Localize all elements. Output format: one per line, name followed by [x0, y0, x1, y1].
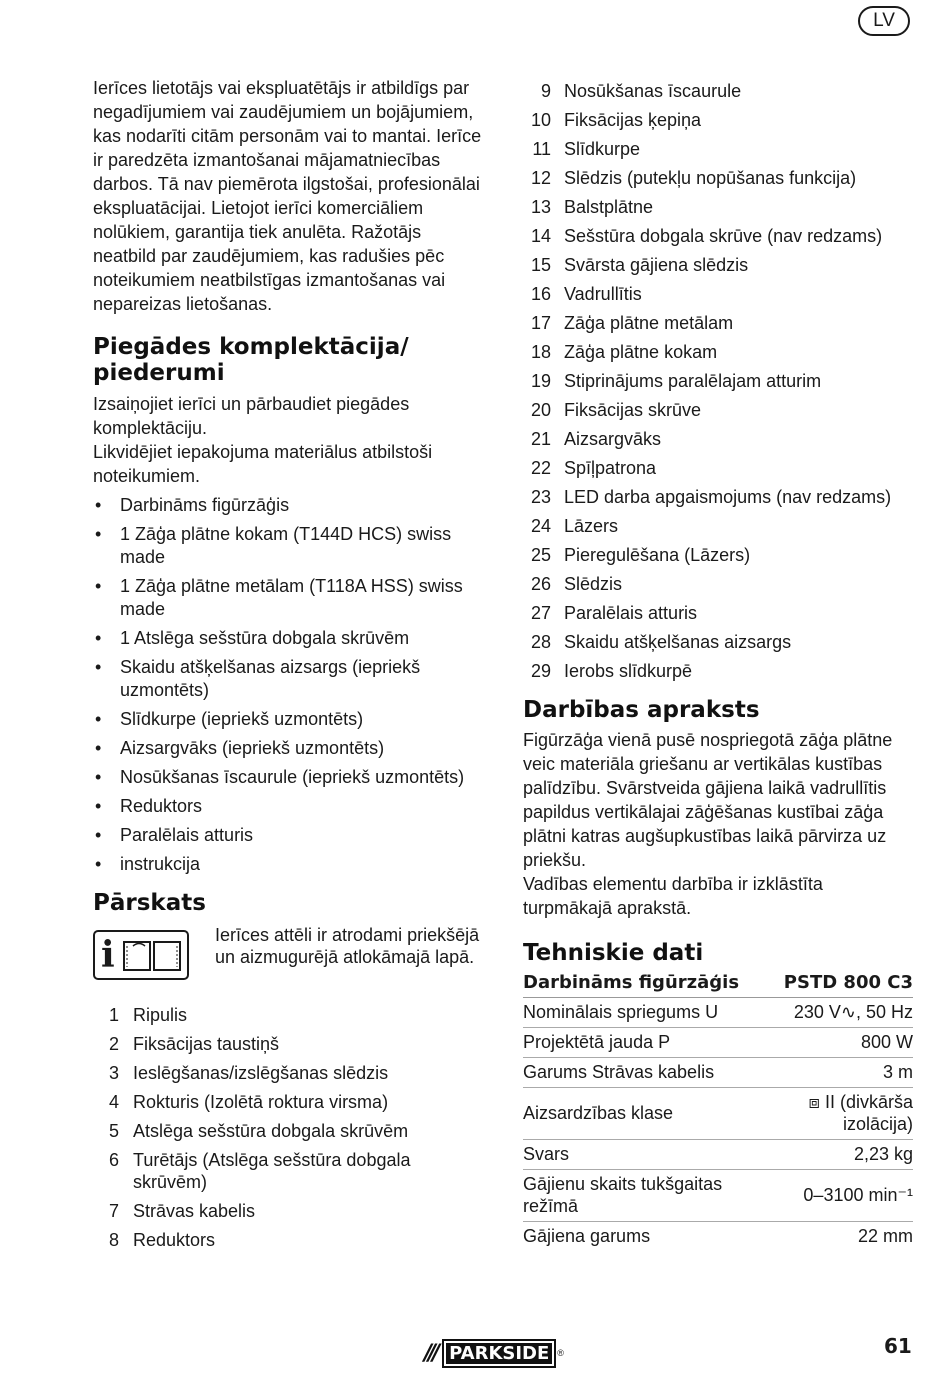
list-item: 1 Ripulis	[108, 1005, 188, 1025]
list-item: 13 Balstplātne	[530, 197, 654, 217]
right-column	[523, 80, 913, 1251]
list-item: 27 Paralēlais atturis	[530, 603, 698, 623]
technical-data-table	[523, 968, 913, 1251]
page-number: 61	[884, 1334, 912, 1358]
list-item: • Slīdkurpe (iepriekš uzmontēts)	[93, 708, 488, 731]
list-item: 12 Slēdzis (putekļu nopūšanas funkcija)	[530, 168, 857, 188]
list-item: 2 Fiksācijas taustiņš	[108, 1034, 280, 1054]
delivery-section-title: Piegādes komplektācija/ piederumi	[93, 334, 409, 386]
overview-info-text: Ierīces attēli ir atrodami priekšējā un aizmugurējā atlokāmajā lapā.	[215, 925, 480, 967]
description-paragraph-1: Figūrzāģa vienā pusē nospriegotā zāģa plātne veic materiāla griešanu ar vertikālas kustības palīdzību. Svārstveida gājiena laikā vadrullītis papildus vertikālajai zāģēšanas kustībai zāģa plātni katras augšupkustības laikā pārvirza uz priekšu.	[523, 730, 893, 870]
list-item: • Skaidu atšķelšanas aizsargs (iepriekš uzmontēts)	[93, 656, 488, 702]
list-item: 15 Svārsta gājiena slēdzis	[530, 255, 749, 275]
list-item: 6 Turētājs (Atslēga sešstūra dobgala skrūvēm)	[108, 1150, 411, 1192]
overview-info	[93, 924, 488, 980]
list-item: 11 Slīdkurpe	[532, 139, 641, 159]
parts-list-left	[93, 1004, 488, 1251]
list-item: 10 Fiksācijas ķepiņa	[530, 110, 702, 130]
list-item: 5 Atslēga sešstūra dobgala skrūvēm	[108, 1121, 409, 1141]
table-row: Aizsardzības klase ⧈ II (divkārša izolācija)	[523, 1088, 913, 1140]
table-row: Gājiena garums 22 mm	[523, 1226, 913, 1246]
parkside-logo: /// PARKSIDE ®	[424, 1340, 564, 1366]
technical-data-title: Tehniskie dati	[523, 940, 704, 966]
list-item: 25 Pieregulēšana (Lāzers)	[530, 545, 751, 565]
list-item: 22 Spīļpatrona	[530, 458, 657, 478]
table-row: Projektētā jauda P 800 W	[523, 1028, 913, 1058]
info-book-icon: i	[93, 930, 189, 980]
parts-list-right	[523, 80, 913, 682]
table-row: Svars 2,23 kg	[523, 1140, 913, 1170]
table-row: Gājienu skaits tukšgaitas režīmā 0–3100 min⁻¹	[523, 1170, 913, 1222]
list-item: 19 Stiprinājums paralēlajam atturim	[530, 371, 822, 391]
intro-paragraph: Ierīces lietotājs vai ekspluatētājs ir atbildīgs par negadījumiem vai zaudējumiem un bojājumiem, kas nodarīti citām personām vai to mantai. Ierīce ir paredzēta izmantošanai mājamatniecības darbos. Tā nav piemērota ilgstošai, profesionālai ekspluatācijai. Lietojot ierīci komerciāliem nolūkiem, garantija tiek anulēta. Ražotājs neatbild par zaudējumiem, kas radušies pēc noteikumiem neatbilstīgas izmantošanas vai nepareizas lietošanas.	[93, 78, 482, 314]
table-row: Nominālais spriegums U 230 V∿, 50 Hz	[523, 998, 913, 1028]
overview-section-title: Pārskats	[93, 890, 206, 916]
logo-slashes: ///	[424, 1340, 437, 1366]
delivery-paragraph-1: Izsaiņojiet ierīci un pārbaudiet piegādes komplektāciju.	[93, 394, 410, 438]
table-header-row	[523, 968, 913, 998]
list-item: 14 Sešstūra dobgala skrūve (nav redzams)	[530, 226, 883, 246]
list-item: • instrukcija	[93, 853, 488, 876]
list-item: • Aizsargvāks (iepriekš uzmontēts)	[93, 737, 488, 760]
delivery-list	[93, 494, 488, 876]
list-item: 7 Strāvas kabelis	[108, 1201, 256, 1221]
table-row: Garums Strāvas kabelis 3 m	[523, 1058, 913, 1088]
list-item: 9 Nosūkšanas īscaurule	[540, 81, 742, 101]
list-item: 21 Aizsargvāks	[530, 429, 662, 449]
list-item: • Darbināms figūrzāģis	[93, 494, 488, 517]
list-item: 20 Fiksācijas skrūve	[530, 400, 702, 420]
list-item: • Nosūkšanas īscaurule (iepriekš uzmontēts)	[93, 766, 488, 789]
description-paragraph-2: Vadības elementu darbība ir izklāstīta turpmākajā aprakstā.	[523, 874, 823, 918]
table-header-label: Darbināms figūrzāģis	[523, 968, 743, 998]
delivery-paragraph-2: Likvidējiet iepakojuma materiālus atbilstoši noteikumiem.	[93, 442, 433, 486]
list-item: 26 Slēdzis	[530, 574, 623, 594]
list-item: • 1 Zāģa plātne kokam (T144D HCS) swiss made	[93, 523, 488, 569]
list-item: • 1 Atslēga sešstūra dobgala skrūvēm	[93, 627, 488, 650]
logo-wordmark: PARKSIDE	[442, 1339, 556, 1368]
list-item: • Reduktors	[93, 795, 488, 818]
list-item: 28 Skaidu atšķelšanas aizsargs	[530, 632, 792, 652]
table-header-model: PSTD 800 C3	[743, 968, 913, 998]
list-item: 3 Ieslēgšanas/izslēgšanas slēdzis	[108, 1063, 389, 1083]
left-column	[93, 76, 488, 1258]
list-item: 8 Reduktors	[108, 1230, 216, 1250]
list-item: 4 Rokturis (Izolētā roktura virsma)	[108, 1092, 389, 1112]
list-item: 16 Vadrullītis	[530, 284, 642, 304]
list-item: 23 LED darba apgaismojums (nav redzams)	[530, 487, 892, 507]
open-book-icon	[123, 940, 181, 972]
list-item: 18 Zāģa plātne kokam	[530, 342, 718, 362]
list-item: 29 Ierobs slīdkurpē	[530, 661, 693, 681]
description-section-title: Darbības apraksts	[523, 697, 760, 723]
language-badge: LV	[858, 6, 910, 36]
list-item: • 1 Zāģa plātne metālam (T118A HSS) swiss made	[93, 575, 488, 621]
list-item: 24 Lāzers	[530, 516, 619, 536]
list-item: • Paralēlais atturis	[93, 824, 488, 847]
list-item: 17 Zāģa plātne metālam	[530, 313, 734, 333]
